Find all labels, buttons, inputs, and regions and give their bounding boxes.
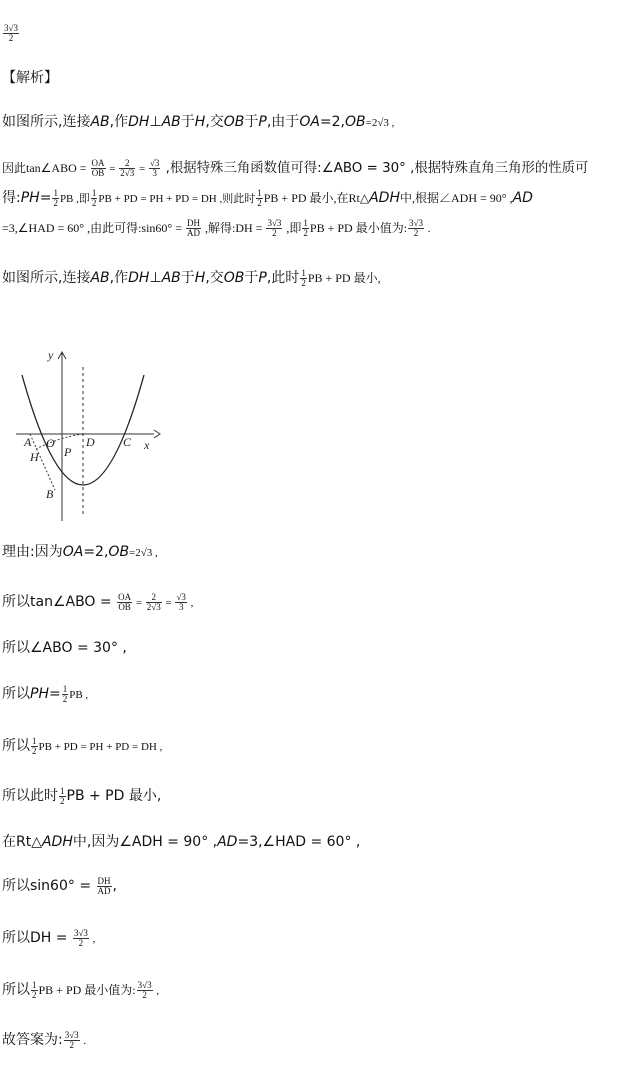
reason-line-4: 所以PH= $\frac{1}{2}$ PB , bbox=[2, 683, 89, 704]
reason-line-3: 所以∠ABO = 30° , bbox=[2, 640, 127, 656]
label-x: x bbox=[144, 438, 150, 452]
label-y: y bbox=[48, 348, 54, 362]
top-answer-fraction: $\frac{3√3}{2}$ bbox=[4, 23, 18, 43]
analysis-heading: 【解析】 bbox=[2, 70, 58, 86]
analysis-paragraph-3: 如图所示,连接AB,作DH⊥AB于H,交OB于P,此时 $\frac{1}{2}$ PB + PD 最小, bbox=[2, 267, 381, 288]
label-a: A bbox=[24, 435, 32, 449]
reason-line-10: 所以 $\frac{1}{2}$ PB + PD 最小值为: $\frac{3√3}{2}$ , bbox=[2, 979, 160, 1000]
reason-line-2: 所以tan∠ABO = $\frac{OA}{OB}$ = $\frac{2}{2√3}$ = $\frac{√3}{3}$ , bbox=[2, 591, 194, 612]
label-h: H bbox=[30, 450, 39, 464]
label-o: O bbox=[46, 436, 55, 450]
reason-line-8: 所以sin60° = $\frac{DH}{AD}$ , bbox=[2, 875, 117, 896]
x-axis-arrow bbox=[154, 430, 160, 438]
label-c: C bbox=[123, 435, 132, 449]
analysis-paragraph-2-line-3: =3,∠HAD = 60° ,由此可得:sin60° = $\frac{DH}{AD}$ ,解得:DH = $\frac{3√3}{2}$ ,即 $\frac{1}{2}$ PB + PD 最小值为: $\frac{3√3}{2}$ . bbox=[2, 217, 431, 238]
reason-line-11: 故答案为: $\frac{3√3}{2}$ . bbox=[2, 1029, 87, 1050]
parabola-figure bbox=[8, 345, 168, 525]
reason-line-7: 在Rt△ADH中,因为∠ADH = 90° ,AD=3,∠HAD = 60° , bbox=[2, 834, 361, 850]
label-p: P bbox=[64, 445, 72, 459]
reason-line-6: 所以此时 $\frac{1}{2}$ PB + PD 最小, bbox=[2, 785, 162, 806]
label-d: D bbox=[86, 435, 95, 449]
reason-line-9: 所以DH = $\frac{3√3}{2}$ , bbox=[2, 927, 96, 948]
analysis-paragraph-2-line-2: 得:PH= $\frac{1}{2}$ PB ,即 $\frac{1}{2}$ PB + PD = PH + PD = DH ,则此时 $\frac{1}{2}$ PB + PD 最小,在Rt△ADH中,根据∠ADH = 90° ,AD bbox=[2, 187, 533, 208]
analysis-paragraph-1: 如图所示,连接AB,作DH⊥AB于H,交OB于P,由于OA=2,OB=2√3 , bbox=[2, 114, 395, 130]
analysis-paragraph-2-line-1: 因此tan∠ABO = $\frac{OA}{OB}$ = $\frac{2}{2√3}$ = $\frac{√3}{3}$ ,根据特殊三角函数值可得:∠ABO = 30° ,根据特殊直角三角形的性质可 bbox=[2, 157, 589, 178]
reason-line-5: 所以 $\frac{1}{2}$ PB + PD = PH + PD = DH , bbox=[2, 735, 163, 756]
label-b: B bbox=[46, 487, 54, 501]
reason-line-1: 理由:因为OA=2,OB=2√3 , bbox=[2, 544, 158, 560]
